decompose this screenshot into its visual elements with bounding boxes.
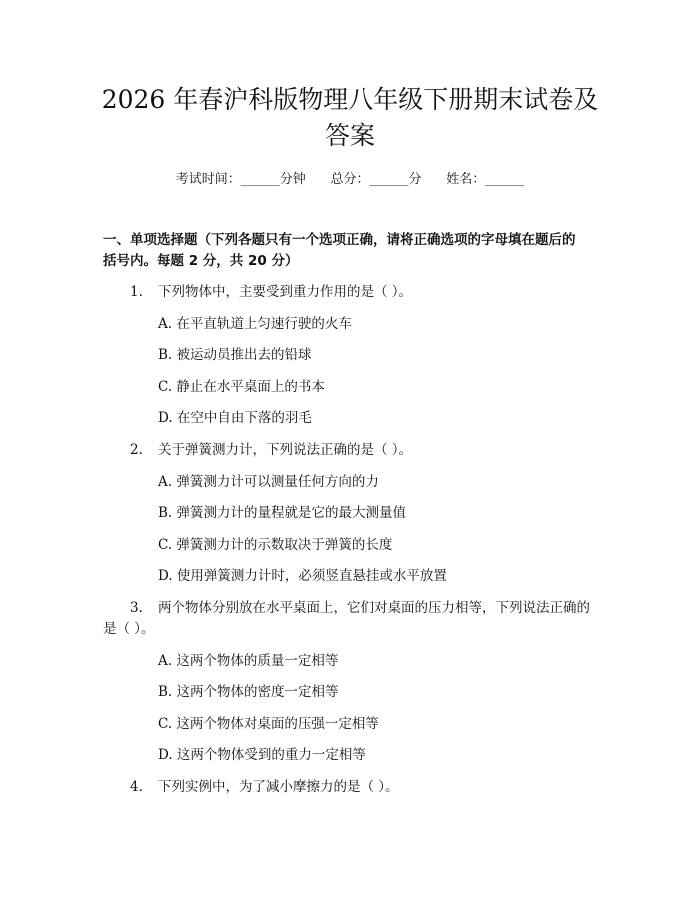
question-text: 下列物体中，主要受到重力作用的是（ ）。	[158, 284, 413, 300]
option-b: B. 弹簧测力计的量程就是它的最大测量值	[158, 505, 407, 521]
question-number: 2.	[130, 442, 143, 458]
option-b: B. 这两个物体的密度一定相等	[158, 684, 339, 700]
question-text-continuation: 是（ ）。	[103, 621, 155, 637]
question-number: 1.	[130, 284, 143, 300]
question-text: 两个物体分别放在水平桌面上，它们对桌面的压力相等，下列说法正确的	[158, 600, 590, 616]
option-a: A. 这两个物体的质量一定相等	[158, 653, 339, 669]
option-d: D. 使用弹簧测力计时，必须竖直悬挂或水平放置	[158, 568, 447, 584]
option-c: C. 静止在水平桌面上的书本	[158, 379, 325, 395]
option-c: C. 弹簧测力计的示数取决于弹簧的长度	[158, 537, 393, 553]
question-text: 下列实例中，为了减小摩擦力的是（ ）。	[158, 779, 399, 795]
question-number: 3.	[130, 600, 143, 616]
option-a: A. 弹簧测力计可以测量任何方向的力	[158, 474, 379, 490]
option-a: A. 在平直轨道上匀速行驶的火车	[158, 316, 352, 332]
section-heading-line2: 括号内。每题 2 分，共 20 分）	[103, 253, 299, 269]
section-heading-line1: 一、单项选择题（下列各题只有一个选项正确，请将正确选项的字母填在题后的	[103, 232, 576, 248]
exam-meta-info: 考试时间：______分钟 总分：______分 姓名：______	[175, 172, 525, 187]
question-text: 关于弹簧测力计，下列说法正确的是（ ）。	[158, 442, 413, 458]
question-number: 4.	[130, 779, 143, 795]
exam-title-line2: 答案	[324, 121, 375, 150]
exam-title-line1: 2026 年春沪科版物理八年级下册期末试卷及	[101, 85, 599, 114]
option-c: C. 这两个物体对桌面的压强一定相等	[158, 716, 379, 732]
option-d: D. 在空中自由下落的羽毛	[158, 410, 312, 426]
option-b: B. 被运动员推出去的铅球	[158, 347, 312, 363]
option-d: D. 这两个物体受到的重力一定相等	[158, 747, 366, 763]
